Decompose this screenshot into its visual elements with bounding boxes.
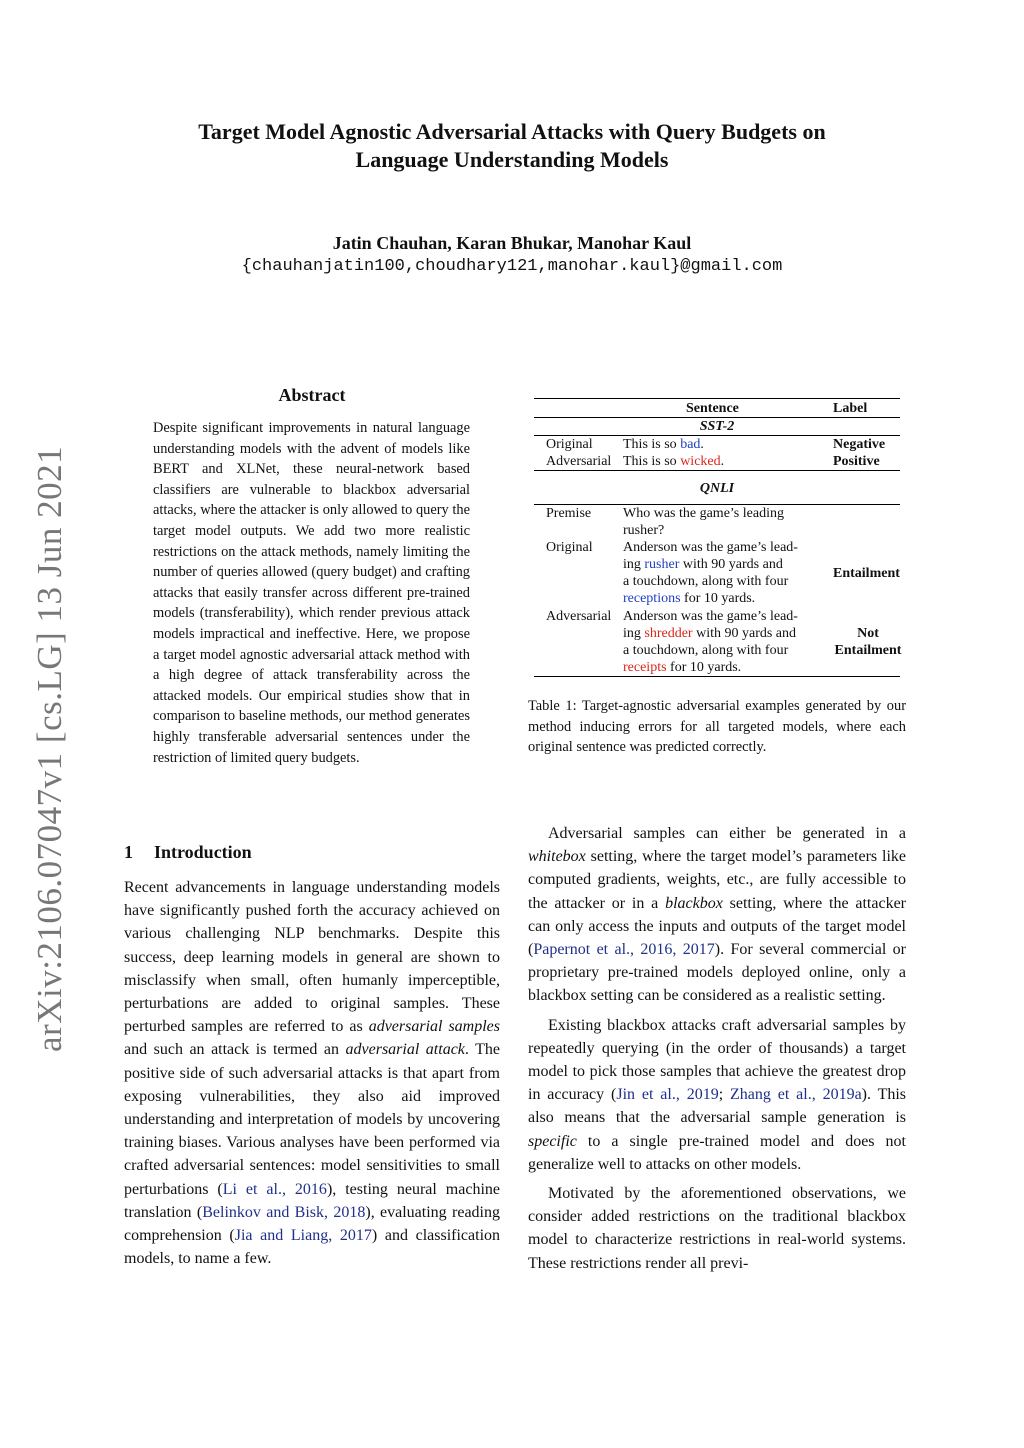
row-label-adversarial: Adversarial — [546, 454, 612, 469]
sentence-cell — [623, 539, 823, 607]
sentence-cell — [623, 608, 823, 676]
text-run: with 90 yards and — [692, 626, 797, 641]
title-line-2: Language Understanding Models — [355, 147, 669, 172]
highlight-word-adversarial: wicked — [680, 454, 721, 469]
text-run: ), testing neural machine translation ( — [124, 1180, 501, 1221]
text-run: . — [700, 437, 704, 452]
table-header-label: Label — [833, 401, 868, 416]
intro-paragraph-1 — [124, 876, 500, 1270]
author-emails: {chauhanjatin100,choudhary121,manohar.kaul}@gmail.com — [241, 257, 783, 276]
table-top-rule — [534, 398, 900, 399]
highlight-word-adversarial: shredder — [644, 626, 693, 641]
text-line: rusher? — [623, 523, 665, 538]
row-label-original: Original — [546, 540, 593, 555]
text-run: ing — [623, 557, 645, 572]
section-label-sst2: SST-2 — [699, 419, 735, 434]
text-run: Recent advancements in language understanding models have significantly pushed forth the accuracy achieved on various challenging NLP benchmarks. Despite this success, deep learning models in general are shown to misclassify when small, often humanly imperceptible, perturbations are added to original samples. These perturbed samples are referred to as — [124, 879, 500, 1036]
section-label-qnli: QNLI — [699, 481, 735, 496]
text-line: Entailment — [834, 643, 902, 658]
sentence-cell — [623, 453, 724, 470]
emphasis-term: whitebox — [528, 848, 586, 866]
text-run: ing — [623, 626, 645, 641]
label-cell: Positive — [833, 454, 880, 469]
text-run: ), evaluating reading comprehension ( — [124, 1203, 500, 1245]
right-paragraph-2 — [528, 1014, 906, 1176]
right-column-body — [528, 822, 906, 1281]
row-label-premise: Premise — [546, 506, 592, 521]
text-run: setting, where the attacker can only access the inputs and outputs of the target model ( — [528, 894, 907, 959]
title-line-1: Target Model Agnostic Adversarial Attacks with Query Budgets on — [198, 119, 826, 144]
sentence-cell — [623, 505, 823, 539]
text-line: Anderson was the game’s lead- — [623, 609, 798, 624]
text-run: to a single pre-trained model and does not generalize well to attacks on other models. — [528, 1132, 906, 1173]
citation-link[interactable]: Zhang et al., 2019a — [730, 1086, 862, 1104]
introduction-body — [124, 876, 500, 1270]
label-cell — [833, 625, 903, 659]
table-bottom-rule — [534, 676, 900, 677]
emphasis-term: adversarial samples — [368, 1018, 500, 1036]
text-run: setting, where the target model’s parameters like computed gradients, weights, etc., are fully accessible to the attacker or in a — [528, 848, 906, 912]
text-line: a touchdown, along with four — [623, 574, 789, 589]
text-run: ). For several commercial or proprietary pre-trained models deployed online, only a blackbox setting can be considered as a realistic setting. — [528, 941, 906, 1005]
text-line — [623, 625, 823, 642]
highlight-word-original: rusher — [644, 557, 680, 572]
citation-link[interactable]: Jia and Liang, 2017 — [234, 1227, 372, 1245]
text-run: ; — [718, 1086, 731, 1104]
citation-link[interactable]: Jin et al., 2019 — [616, 1086, 719, 1104]
text-run: ). This also means that the adversarial sample generation is — [528, 1086, 907, 1127]
arxiv-identifier: arXiv:2106.07047v1 [cs.LG] 13 Jun 2021 — [30, 445, 69, 1052]
label-cell: Entailment — [833, 566, 900, 581]
citation-link[interactable]: Papernot et al., 2016, 2017 — [533, 941, 715, 959]
text-line: a touchdown, along with four — [623, 643, 789, 658]
table-header-sentence: Sentence — [686, 401, 739, 416]
table-caption: Table 1: Target-agnostic adversarial examples generated by our method inducing errors for all targeted models, where each original sentence was predicted correctly. — [528, 698, 906, 756]
text-run: for 10 yards. — [666, 660, 742, 675]
text-run: . — [720, 454, 725, 469]
table-rule — [534, 470, 900, 471]
text-run: Adversarial samples can either be generated in a — [548, 825, 906, 842]
text-run: . The positive side of such adversarial attacks is that apart from exposing vulnerabilities, they also aid improved understanding and interpretation of models by uncovering training biases. Various analyses have been performed via crafted adversarial sentences: model sensitivities to small perturbations ( — [124, 1041, 501, 1198]
text-line — [623, 590, 823, 607]
abstract-text: Despite significant improvements in natural language understanding models with the advent of models like BERT and XLNet, these neural-network based classifiers are vulnerable to blackbox adversarial attacks, where the attacker is only allowed to query the target model outputs. We add two more realistic restrictions on the attack methods, namely limiting the number of queries allowed (query budget) and crafting attacks that easily transfer across different pre-trained models (transferability), which render previous attack models impractical and ineffective. Here, we propose a target model agnostic adversarial attack method with a high degree of attack transferability across the attacked models. Our empirical studies show that in comparison to baseline methods, our method generates highly transferable adversarial sentences under the restriction of limited query budgets. — [153, 420, 470, 766]
text-line — [623, 659, 823, 676]
label-cell: Negative — [833, 437, 886, 452]
abstract-heading: Abstract — [278, 385, 346, 405]
right-paragraph-1 — [528, 822, 906, 1008]
text-run: and such an attack is termed an — [124, 1041, 346, 1059]
text-run: Existing blackbox attacks craft adversarial samples by repeatedly querying (in the order of thousands) a target model to pick those samples that achieve the greatest drop in accuracy ( — [528, 1016, 906, 1104]
text-line: Anderson was the game’s lead- — [623, 540, 798, 555]
section-number: 1 — [124, 842, 133, 862]
text-run: This is so — [623, 437, 681, 452]
text-run: This is so — [623, 454, 681, 469]
paper-title — [120, 118, 904, 174]
highlight-word-original: receptions — [623, 591, 681, 606]
text-run: ) and classification models, to name a few. — [124, 1227, 501, 1268]
sentence-cell — [623, 436, 704, 453]
text-line — [623, 556, 823, 573]
emphasis-term: blackbox — [665, 894, 723, 912]
row-label-original: Original — [546, 437, 593, 452]
row-label-adversarial: Adversarial — [546, 609, 612, 624]
section-title: Introduction — [154, 842, 252, 862]
section-heading-introduction — [124, 841, 252, 863]
citation-link[interactable]: Li et al., 2016 — [222, 1180, 327, 1198]
highlight-word-adversarial: receipts — [623, 660, 667, 675]
right-paragraph-3: Motivated by the aforementioned observations, we consider added restrictions on the traditional blackbox model to characterize restrictions in real-world systems. These restrictions render all previ- — [528, 1185, 906, 1272]
highlight-word-original: bad — [680, 437, 701, 452]
text-run: with 90 yards and — [679, 557, 783, 572]
emphasis-term: specific — [528, 1132, 577, 1150]
text-line: Not — [857, 626, 879, 641]
citation-link[interactable]: Belinkov and Bisk, 2018 — [202, 1203, 366, 1221]
authors: Jatin Chauhan, Karan Bhukar, Manohar Kaul — [332, 233, 692, 253]
emphasis-term: adversarial attack — [345, 1041, 465, 1059]
text-run: for 10 yards. — [680, 591, 756, 606]
text-line: Who was the game’s leading — [623, 506, 784, 521]
